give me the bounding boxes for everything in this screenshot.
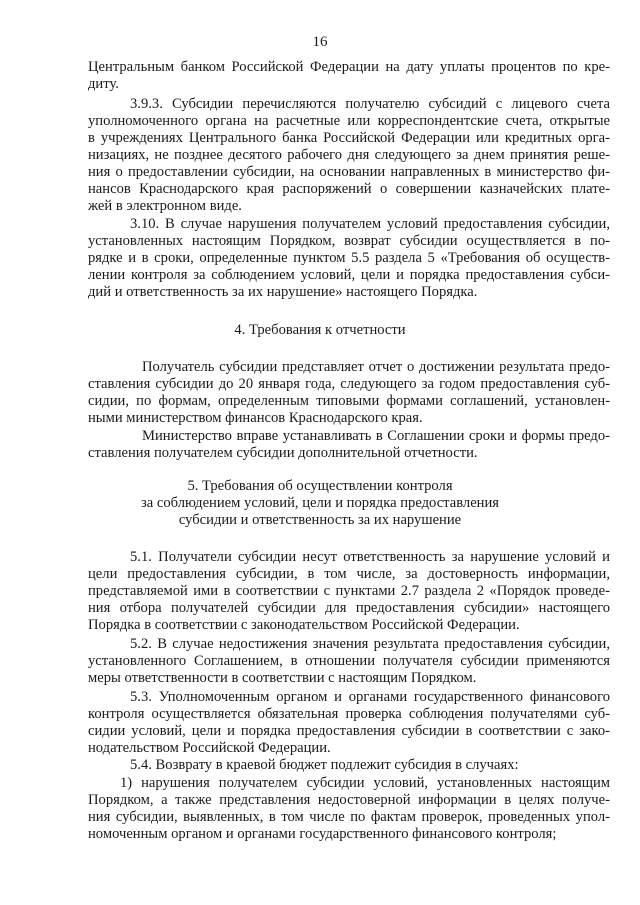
text-line: представляемой ими в соответствии с пунктами 2.7 раздела 2 «Порядок проведе- [88,583,610,599]
section-heading: 4. Требования к отчетности [234,322,406,338]
text-line: уполномоченного органа на расчетные или корреспондентские счета, открытые [88,113,610,129]
text-line: 5.3. Уполномоченным органом и органами государственного финансового [130,689,610,705]
section-heading: за соблюдением условий, цели и порядка предоставления [140,495,500,511]
text-line: 5.4. Возврату в краевой бюджет подлежит субсидия в случаях: [130,757,519,773]
text-line: ния субсидии, выявленных, в том числе по фактам проверок, проведенных упол- [88,809,610,825]
text-line: 3.10. В случае нарушения получателем условий предоставления субсидии, [130,216,610,232]
text-line: установленных настоящим Порядком, возврат субсидии осуществляется в по- [88,233,610,249]
text-line: сидии, по формам, определенным типовыми формами соглашений, установлен- [88,393,610,409]
text-line: Порядком, а также представления недостоверной информации в целях получе- [88,792,610,808]
text-line: установленного Соглашением, в отношении получателя субсидии применяются [88,653,610,669]
text-line: контроля осуществляется обязательная проверка соблюдения получателями суб- [88,706,610,722]
text-line: Порядка в соответствии с законодательством Российской Федерации. [88,617,520,633]
page-number: 16 [312,34,328,50]
text-line: низациях, не позднее десятого рабочего дня следующего за днем принятия реше- [88,147,610,163]
text-line: 5.2. В случае недостижения значения результата предоставления субсидии, [130,636,610,652]
text-line: ными министерством финансов Краснодарского края. [88,410,423,426]
text-line: меры ответственности в соответствии с настоящим Порядком. [88,670,477,686]
text-line: рядке и в сроки, определенные пунктом 5.5 раздела 5 «Требования об осуществ- [88,250,610,266]
section-heading: субсидии и ответственность за их нарушение [178,512,462,528]
text-line: 3.9.3. Субсидии перечисляются получателю субсидий с лицевого счета [130,96,610,112]
text-line: нансов Краснодарского края распоряжений о совершении казначейских плате- [88,181,610,197]
text-line: номоченным органом и органами государственного финансового контроля; [88,826,557,842]
text-line: ставления получателем субсидии дополнительной отчетности. [88,445,478,461]
text-line: нодательством Российской Федерации. [88,740,331,756]
text-line: цели предоставления субсидии, в том числе, за достоверность информации, [88,566,610,582]
section-heading: 5. Требования об осуществлении контроля [187,478,453,494]
text-line: сидии условий, цели и порядка предоставления субсидии в соответствии с зако- [88,723,610,739]
text-line: Министерство вправе устанавливать в Соглашении сроки и формы предо- [142,428,610,444]
text-line: лении контроля за соблюдением условий, цели и порядка предоставления субси- [88,267,610,283]
text-line: ставления субсидии до 20 января года, следующего за годом предоставления суб- [88,376,610,392]
text-line: диту. [88,76,119,92]
text-line: Центральным банком Российской Федерации на дату уплаты процентов по кре- [88,59,610,75]
text-line: дий и ответственность за их нарушение» настоящего Порядка. [88,284,478,300]
text-line: ния о предоставлении субсидии, на основании направленных в министерство фи- [88,164,610,180]
text-line: жей в электронном виде. [88,198,242,214]
text-line: ния отбора получателей субсидии для предоставления субсидии» настоящего [88,600,610,616]
text-line: 1) нарушения получателем субсидии условий, установленных настоящим [120,775,610,791]
text-line: 5.1. Получатели субсидии несут ответственность за нарушение условий и [130,549,610,565]
text-line: в учреждениях Центрального банка Российской Федерации или кредитных орга- [88,130,610,146]
text-line: Получатель субсидии представляет отчет о достижении результата предо- [142,359,610,375]
